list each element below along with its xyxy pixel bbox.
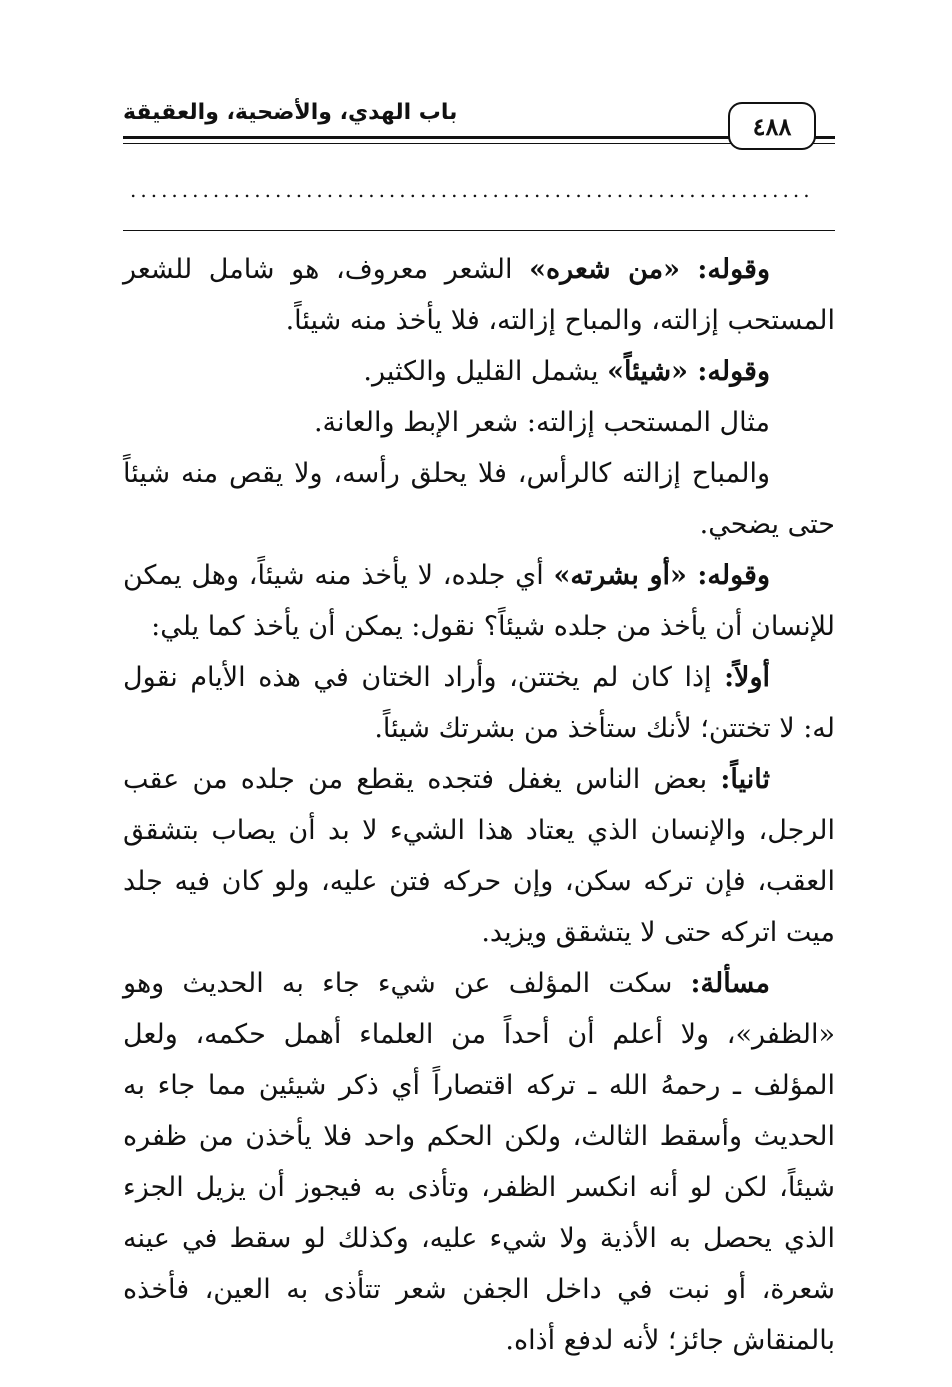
paragraph-8 xyxy=(123,958,835,1366)
paragraph-lead: مسألة: xyxy=(690,968,770,999)
section-divider xyxy=(123,230,835,231)
paragraph-lead: ثانياً: xyxy=(720,764,770,795)
paragraph-7 xyxy=(123,754,835,958)
paragraph-lead: وقوله: «أو بشرته» xyxy=(553,560,770,591)
paragraph-lead: وقوله: «من شعره» xyxy=(529,254,770,285)
paragraph-2 xyxy=(123,346,835,397)
paragraph-lead: أولاً: xyxy=(724,662,770,693)
paragraph-text: بعض الناس يغفل فتجده يقطع من جلده من عقب الرجل، والإنسان الذي يعتاد هذا الشيء لا بد أن يصاب بتشقق العقب، فإن تركه سكن، وإن حركه فتن عليه، ولو كان فيه جلد ميت اتركه حتى لا يتشقق ويزيد. xyxy=(123,764,835,948)
paragraph-lead: وقوله: «شيئاً» xyxy=(607,356,770,387)
paragraph-text: الشعر معروف، هو شامل للشعر المستحب إزالته، والمباح إزالته، فلا يأخذ منه شيئاً. xyxy=(123,254,835,336)
paragraph-text: إذا كان لم يختتن، وأراد الختان في هذه الأيام نقول له: لا تختتن؛ لأنك ستأخذ من بشرتك شيئاً. xyxy=(123,662,835,744)
paragraph-1 xyxy=(123,244,835,346)
paragraph-text: مثال المستحب إزالته: شعر الإبط والعانة. xyxy=(313,407,770,438)
paragraph-text: أي جلده، لا يأخذ منه شيئاً، وهل يمكن للإنسان أن يأخذ من جلده شيئاً؟ نقول: يمكن أن يأخذ كما يلي: xyxy=(123,560,835,642)
paragraph-text: والمباح إزالته كالرأس، فلا يحلق رأسه، ولا يقص منه شيئاً حتى يضحي. xyxy=(123,458,835,540)
page-header xyxy=(123,96,835,156)
paragraph-text: يشمل القليل والكثير. xyxy=(363,356,608,387)
paragraph-6 xyxy=(123,652,835,754)
paragraph-4 xyxy=(123,448,835,550)
body-text xyxy=(123,244,835,1366)
paragraph-3 xyxy=(123,397,835,448)
page-number: ٤٨٨ xyxy=(728,102,816,150)
paragraph-5 xyxy=(123,550,835,652)
running-title: باب الهدي، والأضحية، والعقيقة xyxy=(123,100,458,125)
header-rule-thin xyxy=(123,143,835,144)
separator-dots: .................................................................. xyxy=(130,178,814,202)
paragraph-text: سكت المؤلف عن شيء جاء به الحديث وهو «الظفر»، ولا أعلم أن أحداً من العلماء أهمل حكمه، ولعل المؤلف ـ رحمهُ الله ـ تركه اقتصاراً أي ذكر شيئين مما جاء به الحديث وأسقط الثالث، ولكن الحكم واحد فلا يأخذن من ظفره شيئاً، لكن لو أنه انكسر الظفر، وتأذى به فيجوز أن يزيل الجزء الذي يحصل به الأذية ولا شيء عليه، وكذلك لو سقط في عينه شعرة، أو نبت في داخل الجفن شعر تتأذى به العين، فأخذه بالمنقاش جائز؛ لأنه لدفع أذاه. xyxy=(123,968,836,1356)
